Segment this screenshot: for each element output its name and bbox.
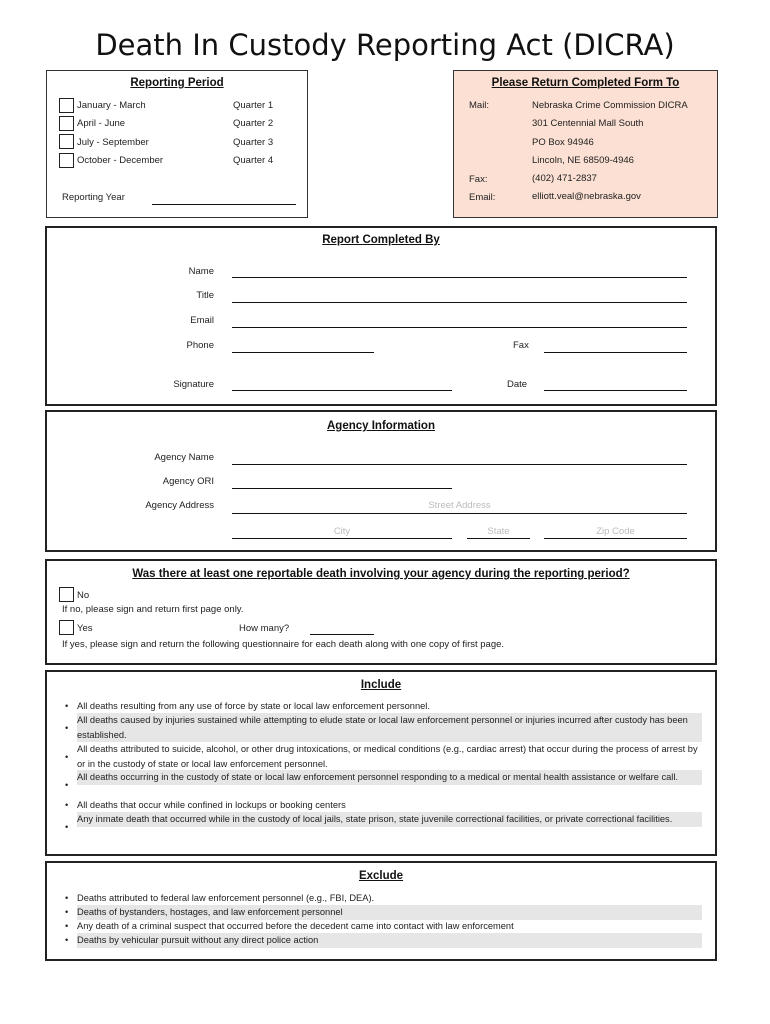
include-item: • All deaths resulting from any use of force by state or local law enforcement personnel. (65, 701, 430, 711)
q1-checkbox[interactable] (59, 98, 74, 113)
signature-input[interactable] (232, 390, 452, 391)
yes-checkbox[interactable] (59, 620, 74, 635)
include-item: • Any inmate death that occurred while in the custody of local jails, state prison, state juvenile correctional facilities, or private correctional facilities. (77, 812, 702, 827)
fax-number: (402) 471-2837 (532, 173, 597, 184)
completed-by-box (45, 226, 717, 406)
title-input[interactable] (232, 302, 687, 303)
include-heading: Include (360, 679, 402, 691)
q2-months: April - June (77, 118, 126, 129)
fax-label: Fax: (469, 174, 488, 185)
yes-instruction: If yes, please sign and return the following questionnaire for each death along with one copy of first page. (62, 639, 505, 650)
include-item: • All deaths attributed to suicide, alcohol, or other drug intoxications, or medical conditions (e.g., cardiac arrest) that occur during the process of arrest by or in the custody of state or local law enforcement personnel. (65, 744, 698, 769)
reporting-period-heading: Reporting Period (130, 77, 224, 89)
exclude-item: • Deaths by vehicular pursuit without any direct police action (77, 933, 702, 948)
name-label: Name (188, 266, 214, 277)
q3-months: July - September (77, 137, 149, 148)
how-many-label: How many? (239, 623, 290, 634)
mail-line-4: Lincoln, NE 68509-4946 (532, 155, 634, 166)
page-title: Death In Custody Reporting Act (DICRA) (95, 28, 675, 62)
no-label: No (77, 590, 90, 601)
mail-line-3: PO Box 94946 (532, 137, 594, 148)
signature-label: Signature (173, 379, 214, 390)
agency-name-label: Agency Name (154, 452, 214, 463)
completed-by-heading: Report Completed By (322, 234, 440, 246)
date-label: Date (507, 379, 528, 390)
include-item: • All deaths occurring in the custody of state or local law enforcement personnel responding to a medical or mental health assistance or welfare call. (77, 770, 702, 785)
q4-checkbox[interactable] (59, 153, 74, 168)
phone-input[interactable] (232, 352, 374, 353)
city-input[interactable] (232, 538, 452, 539)
agency-ori-input[interactable] (232, 488, 452, 489)
fax-input[interactable] (544, 352, 687, 353)
email-field-label: Email (190, 315, 214, 326)
name-input[interactable] (232, 277, 687, 278)
reporting-year-input[interactable] (152, 204, 296, 205)
city-placeholder: City (333, 526, 351, 537)
q3-quarter: Quarter 3 (233, 137, 274, 148)
agency-address-label: Agency Address (145, 500, 214, 511)
mail-label: Mail: (469, 100, 490, 111)
email-input[interactable] (232, 327, 687, 328)
title-label: Title (196, 290, 214, 301)
q1-months: January - March (77, 100, 146, 111)
no-checkbox[interactable] (59, 587, 74, 602)
fax-field-label: Fax (513, 340, 529, 351)
exclude-item: • Any death of a criminal suspect that occurred before the decedent came into contact with law enforcement (65, 921, 514, 931)
state-placeholder: State (487, 526, 510, 537)
mail-line-2: 301 Centennial Mall South (532, 118, 644, 129)
mail-line-1: Nebraska Crime Commission DICRA (532, 100, 688, 111)
q2-checkbox[interactable] (59, 116, 74, 131)
include-item: • All deaths that occur while confined in lockups or booking centers (65, 800, 346, 810)
agency-ori-label: Agency ORI (162, 476, 214, 487)
q1-quarter: Quarter 1 (233, 100, 274, 111)
agency-heading: Agency Information (327, 420, 435, 432)
street-address-input[interactable] (232, 513, 687, 514)
q3-checkbox[interactable] (59, 134, 74, 149)
state-input[interactable] (467, 538, 530, 539)
agency-name-input[interactable] (232, 464, 687, 465)
q4-quarter: Quarter 4 (233, 155, 274, 166)
email-address: elliott.veal@nebraska.gov (532, 191, 641, 202)
exclude-item: • Deaths of bystanders, hostages, and law enforcement personnel (77, 905, 702, 920)
exclude-heading: Exclude (358, 870, 404, 882)
phone-label: Phone (186, 340, 214, 351)
yes-label: Yes (77, 623, 93, 634)
date-input[interactable] (544, 390, 687, 391)
zip-placeholder: Zip Code (596, 526, 635, 537)
street-address-placeholder: Street Address (428, 500, 491, 511)
exclude-item: • Deaths attributed to federal law enforcement personnel (e.g., FBI, DEA). (65, 893, 375, 903)
email-label: Email: (469, 192, 496, 203)
q2-quarter: Quarter 2 (233, 118, 274, 129)
include-item: • All deaths caused by injuries sustained while attempting to elude state or local law enforcement personnel or injuries incurred after custody has been established. (77, 713, 702, 742)
zip-input[interactable] (544, 538, 687, 539)
no-instruction: If no, please sign and return first page only. (62, 604, 244, 615)
question-heading: Was there at least one reportable death involving your agency during the reporting period? (132, 568, 630, 580)
return-to-heading: Please Return Completed Form To (491, 77, 680, 89)
reporting-year-label: Reporting Year (62, 192, 125, 203)
how-many-input[interactable] (310, 634, 374, 635)
q4-months: October - December (77, 155, 164, 166)
